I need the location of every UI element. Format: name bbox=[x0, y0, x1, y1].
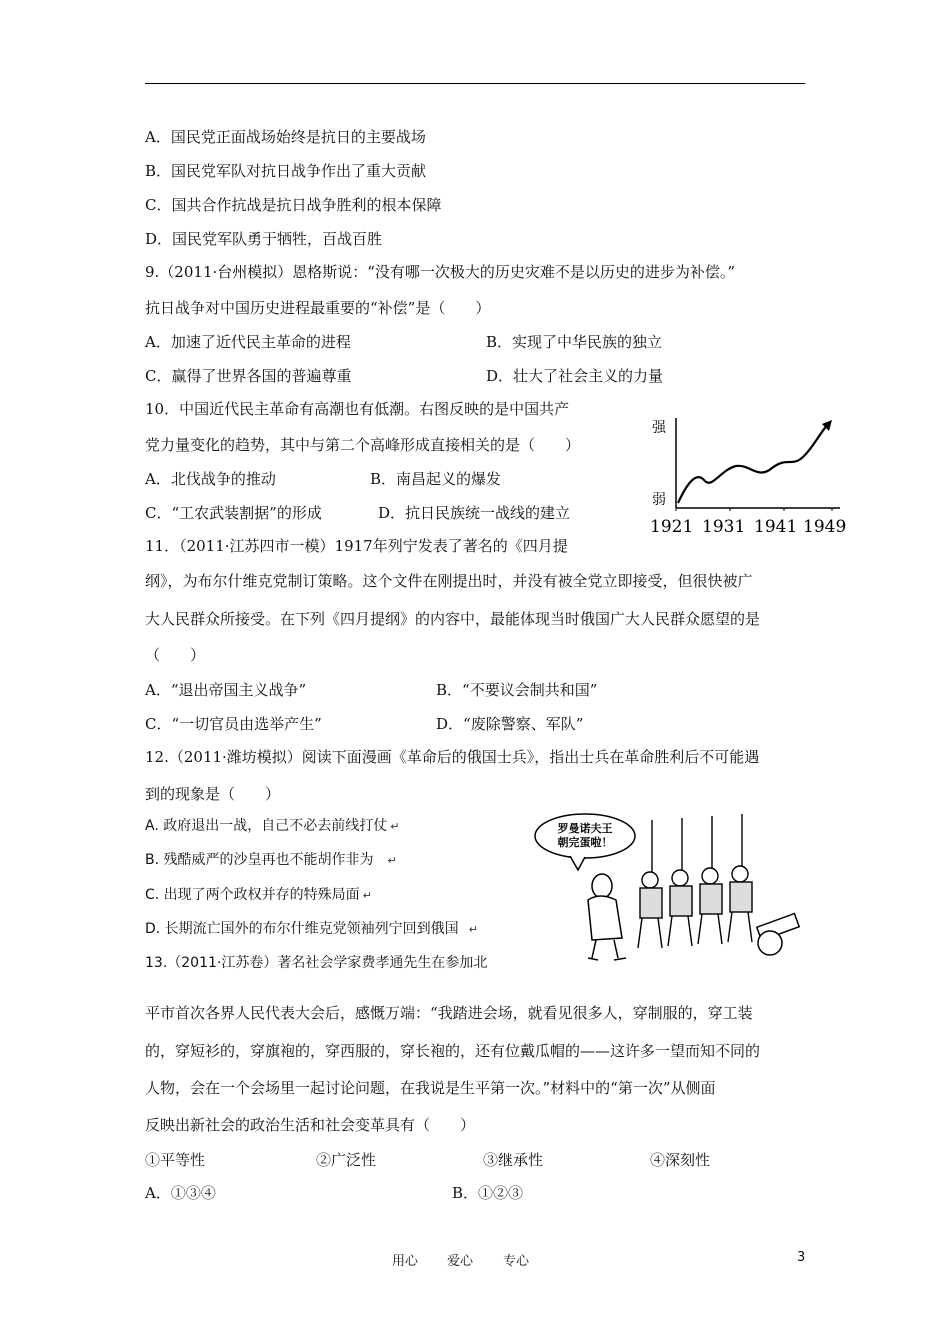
return-mark-icon: ↵ bbox=[362, 889, 372, 902]
q9-option-c: C．赢得了世界各国的普遍尊重 bbox=[145, 367, 352, 385]
q11-stem-2: 纲》，为布尔什维克党制订策略。这个文件在刚提出时，并没有被全党立即接受，但很快被广 bbox=[145, 572, 753, 590]
q9-stem-2: 抗日战争对中国历史进程最重要的“补偿”是（ ） bbox=[145, 299, 491, 317]
graph-x-tick-1949: 1949 bbox=[803, 517, 847, 537]
q13-item-1: ①平等性 bbox=[145, 1151, 206, 1169]
q11-stem-1: 11．（2011·江苏四市一模）1917年列宁发表了著名的《四月提 bbox=[145, 537, 568, 555]
q10-option-a: A．北伐战争的推动 bbox=[145, 470, 276, 488]
graph-label-weak: 弱 bbox=[652, 492, 666, 508]
q8-option-d: D．国民党军队勇于牺牲，百战百胜 bbox=[145, 230, 383, 248]
q13-stem-3: 的，穿短衫的，穿旗袍的，穿西服的，穿长袍的，还有位戴瓜帽的——这许多一望而知不同的 bbox=[145, 1042, 761, 1060]
graph-x-tick-1921: 1921 bbox=[650, 517, 694, 537]
graph-x-tick-1931: 1931 bbox=[702, 517, 746, 537]
q9-option-a: A．加速了近代民主革命的进程 bbox=[145, 333, 351, 351]
cannon-figure bbox=[757, 914, 799, 955]
q11-stem-3: 大人民群众所接受。在下列《四月提纲》的内容中，最能体现当时俄国广大人民群众愿望的是 bbox=[145, 610, 761, 628]
officer-figure bbox=[588, 874, 626, 960]
q13-stem-1: 13.（2011·江苏卷）著名社会学家费孝通先生在参加北 bbox=[145, 955, 488, 971]
q13-stem-4: 人物，会在一个会场里一起讨论问题，在我说是生平第一次。”材料中的“第一次”从侧面 bbox=[145, 1079, 716, 1097]
q10-option-c: C．“工农武装割据”的形成 bbox=[145, 504, 322, 522]
q9-stem-1: 9.（2011·台州模拟）恩格斯说：“没有哪一次极大的历史灾难不是以历史的进步为补偿。” bbox=[145, 263, 736, 281]
q12-option-b-text: B. 残酷威严的沙皇再也不能胡作非为 bbox=[145, 852, 374, 868]
q11-option-a: A．“退出帝国主义战争” bbox=[145, 681, 307, 699]
header-rule bbox=[145, 83, 805, 84]
russian-soldiers-cartoon bbox=[530, 808, 810, 968]
q11-option-c: C．“一切官员由选举产生” bbox=[145, 715, 322, 733]
q13-item-3: ③继承性 bbox=[483, 1151, 544, 1169]
q13-stem-2: 平市首次各界人民代表大会后，感慨万端：“我踏进会场，就看见很多人，穿制服的，穿工装 bbox=[145, 1004, 753, 1022]
q10-option-d: D．抗日民族统一战线的建立 bbox=[378, 504, 571, 522]
return-mark-icon: ↵ bbox=[390, 820, 400, 833]
q12-option-a-text: A. 政府退出一战，自己不必去前线打仗 bbox=[145, 818, 388, 834]
q11-option-b: B．“不要议会制共和国” bbox=[436, 681, 598, 699]
q9-option-d: D．壮大了社会主义的力量 bbox=[486, 367, 664, 385]
footer-text-1: 用心 bbox=[392, 1254, 419, 1269]
soldier-figures bbox=[638, 814, 752, 948]
q11-stem-4: （ ） bbox=[145, 646, 206, 664]
q13-item-2: ②广泛性 bbox=[316, 1151, 377, 1169]
q13-stem-5: 反映出新社会的政治生活和社会变革具有（ ） bbox=[145, 1116, 476, 1134]
page-number: 3 bbox=[797, 1250, 806, 1265]
graph-trend-line bbox=[678, 424, 828, 503]
footer-text-2: 爱心 bbox=[447, 1254, 474, 1269]
q13-item-4: ④深刻性 bbox=[650, 1151, 711, 1169]
speech-bubble-tail bbox=[570, 856, 585, 870]
q12-stem-1: 12.（2011·潍坊模拟）阅读下面漫画《革命后的俄国士兵》，指出士兵在革命胜利后不可能遇 bbox=[145, 748, 760, 766]
q12-option-c-text: C. 出现了两个政权并存的特殊局面 bbox=[145, 887, 360, 903]
q8-option-a: A．国民党正面战场始终是抗日的主要战场 bbox=[145, 128, 426, 146]
speech-bubble-line-1: 罗曼诺夫王 bbox=[557, 822, 613, 835]
party-strength-graph bbox=[640, 408, 855, 543]
q12-option-d-text: D. 长期流亡国外的布尔什维克党领袖列宁回到俄国 bbox=[145, 921, 459, 937]
q12-option-b bbox=[145, 850, 397, 871]
q10-option-b: B．南昌起义的爆发 bbox=[370, 470, 502, 488]
q12-option-c bbox=[145, 885, 372, 906]
q12-option-a bbox=[145, 816, 399, 837]
q10-stem-2: 党力量变化的趋势，其中与第二个高峰形成直接相关的是（ ） bbox=[145, 436, 581, 454]
speech-bubble-line-2: 朝完蛋啦！ bbox=[557, 836, 613, 849]
q8-option-b: B．国民党军队对抗日战争作出了重大贡献 bbox=[145, 162, 427, 180]
return-mark-icon: ↵ bbox=[468, 923, 478, 936]
graph-label-strong: 强 bbox=[652, 420, 666, 436]
q8-option-c: C．国共合作抗战是抗日战争胜利的根本保障 bbox=[145, 196, 442, 214]
q11-option-d: D．“废除警察、军队” bbox=[436, 715, 584, 733]
q12-option-d bbox=[145, 919, 478, 940]
footer-text-3: 专心 bbox=[503, 1254, 530, 1269]
q13-option-a: A．①③④ bbox=[145, 1184, 216, 1202]
graph-x-tick-1941: 1941 bbox=[754, 517, 798, 537]
q10-stem-1: 10．中国近代民主革命有高潮也有低潮。右图反映的是中国共产 bbox=[145, 400, 570, 418]
return-mark-icon: ↵ bbox=[387, 854, 397, 867]
q12-stem-2: 到的现象是（ ） bbox=[145, 785, 281, 803]
q9-option-b: B．实现了中华民族的独立 bbox=[486, 333, 663, 351]
q13-option-b: B．①②③ bbox=[452, 1184, 524, 1202]
